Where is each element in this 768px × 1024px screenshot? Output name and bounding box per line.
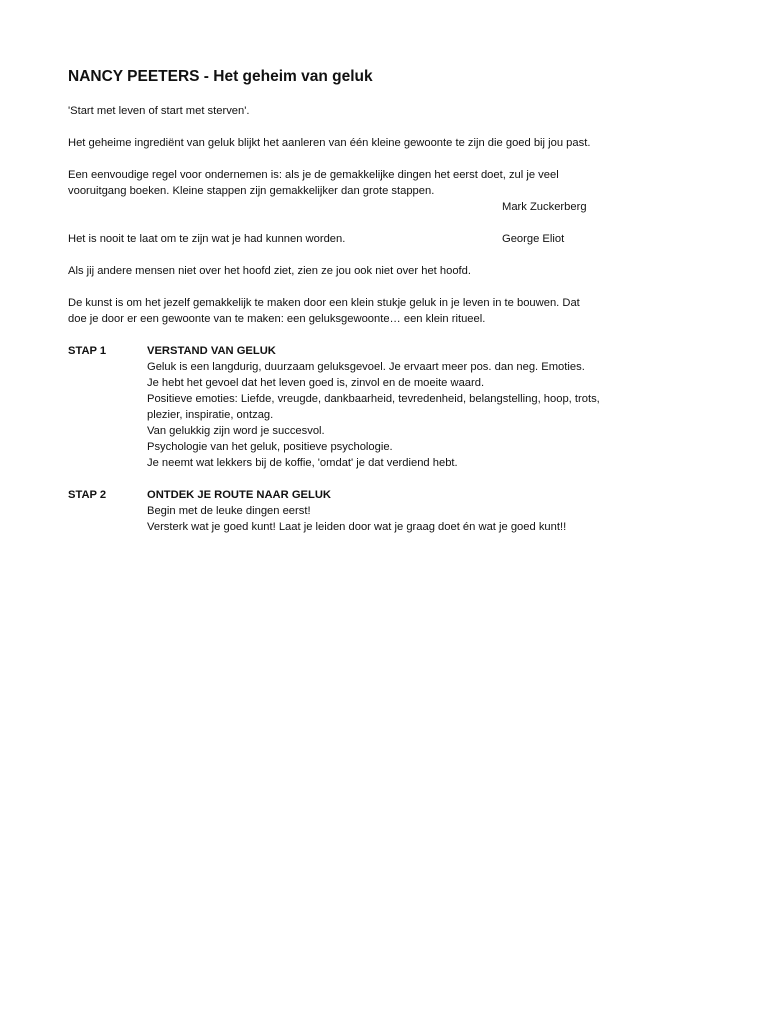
quote-line: Een eenvoudige regel voor ondernemen is: als je de gemakkelijke dingen het eerst doet, zul je veel: [68, 169, 559, 181]
stap-line: Positieve emoties: Liefde, vreugde, dankbaarheid, tevredenheid, belangstelling, hoop, trots,: [147, 393, 600, 405]
stap-heading: VERSTAND VAN GELUK: [147, 345, 276, 357]
stap-line: Je hebt het gevoel dat het leven goed is, zinvol en de moeite waard.: [147, 377, 485, 389]
stap-line: Psychologie van het geluk, positieve psychologie.: [147, 441, 393, 453]
stap-line: Van gelukkig zijn word je succesvol.: [147, 425, 325, 437]
stap-line: Versterk wat je goed kunt! Laat je leiden door wat je graag doet én wat je goed kunt!!: [147, 521, 567, 533]
quote-text: Het is nooit te laat om te zijn wat je had kunnen worden.: [68, 233, 346, 245]
stap-line: Je neemt wat lekkers bij de koffie, 'omdat' je dat verdiend hebt.: [147, 457, 458, 469]
kunst-line: De kunst is om het jezelf gemakkelijk te maken door een klein stukje geluk in je leven in te bouwen. Dat: [68, 297, 580, 309]
quote-author: George Eliot: [502, 233, 565, 245]
quote-line: vooruitgang boeken. Kleine stappen zijn gemakkelijker dan grote stappen.: [68, 185, 435, 197]
kunst-paragraph: [68, 295, 648, 327]
stap-body: [147, 343, 648, 471]
stap-label: STAP 2: [68, 489, 107, 501]
stap-1-section: [68, 343, 648, 471]
stap-line: Begin met de leuke dingen eerst!: [147, 505, 311, 517]
zuckerberg-quote: [68, 167, 648, 215]
document-page: [68, 66, 648, 551]
stap-2-section: [68, 487, 648, 535]
stap-label: STAP 1: [68, 345, 107, 357]
stap-line: plezier, inspiratie, ontzag.: [147, 409, 274, 421]
hoofd-paragraph: Als jij andere mensen niet over het hoofd ziet, zien ze jou ook niet over het hoofd.: [68, 265, 471, 277]
kunst-line: doe je door er een gewoonte van te maken: een geluksgewoonte… een klein ritueel.: [68, 313, 486, 325]
document-title: NANCY PEETERS - Het geheim van geluk: [68, 68, 373, 85]
stap-heading: ONTDEK JE ROUTE NAAR GELUK: [147, 489, 331, 501]
stap-body: [147, 487, 648, 535]
ingredient-paragraph: Het geheime ingrediënt van geluk blijkt het aanleren van één kleine gewoonte te zijn die goed bij jou past.: [68, 137, 591, 149]
motto: 'Start met leven of start met sterven'.: [68, 105, 250, 117]
quote-author: Mark Zuckerberg: [502, 201, 587, 213]
stap-line: Geluk is een langdurig, duurzaam geluksgevoel. Je ervaart meer pos. dan neg. Emoties.: [147, 361, 585, 373]
eliot-quote: [68, 231, 648, 247]
